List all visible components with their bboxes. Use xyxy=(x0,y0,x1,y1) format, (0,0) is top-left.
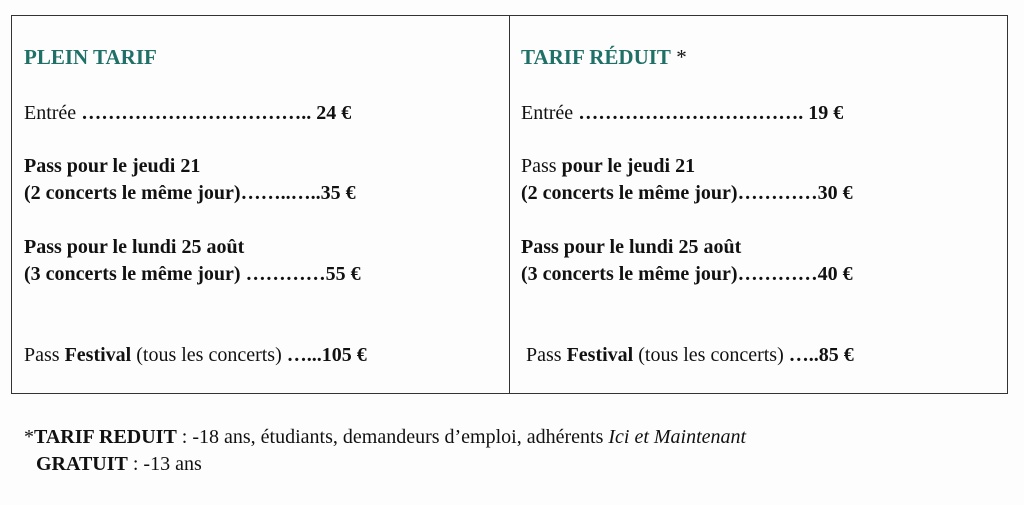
festival-detail: (tous les concerts) xyxy=(131,344,287,366)
plein-tarif-heading: PLEIN TARIF xyxy=(24,45,157,69)
entree-price: ……………………………. 19 € xyxy=(578,102,844,124)
plein-entree-row xyxy=(24,100,351,126)
festival-detail: (tous les concerts) xyxy=(633,344,789,366)
jeudi-title: pour le jeudi 21 xyxy=(561,155,696,177)
tarif-reduit-column xyxy=(510,16,1007,393)
footnote-reduit-text: : -18 ans, étudiants, demandeurs d’emploi, adhérents xyxy=(176,426,609,448)
entree-price: …………………………….. 24 € xyxy=(81,102,352,124)
festival-price: …...105 € xyxy=(286,344,367,366)
footnote-reduit-label: TARIF REDUIT xyxy=(34,426,177,448)
plein-tarif-column xyxy=(12,16,510,393)
reduit-lundi-price: (3 concerts le même jour)…………40 € xyxy=(521,263,853,285)
tarif-reduit-title: TARIF RÉDUIT xyxy=(521,45,671,69)
plein-jeudi-price: (2 concerts le même jour)……..…..35 € xyxy=(24,182,356,204)
plein-lundi-price: (3 concerts le même jour) …………55 € xyxy=(24,263,361,285)
festival-pass: Pass xyxy=(24,344,65,366)
reduit-jeudi-title xyxy=(521,153,695,179)
festival-word: Festival xyxy=(566,344,634,366)
festival-pass: Pass xyxy=(526,344,567,366)
plein-festival-row xyxy=(24,342,367,368)
footnote-reduit-italic: Ici et Maintenant xyxy=(608,426,747,448)
entree-label: Entrée xyxy=(24,102,82,124)
festival-price: …..85 € xyxy=(788,344,854,366)
reduit-jeudi-price: (2 concerts le même jour)…………30 € xyxy=(521,182,853,204)
festival-word: Festival xyxy=(64,344,132,366)
entree-label: Entrée xyxy=(521,102,579,124)
footnote-reduit xyxy=(24,424,746,451)
footnote xyxy=(24,424,746,478)
footnote-gratuit-text: : -13 ans xyxy=(127,453,202,475)
footnote-star: * xyxy=(24,426,34,448)
asterisk: * xyxy=(670,45,687,69)
tarif-reduit-heading xyxy=(521,45,687,70)
footnote-gratuit xyxy=(24,451,746,478)
plein-jeudi-title: Pass pour le jeudi 21 xyxy=(24,155,201,177)
footnote-gratuit-label: GRATUIT xyxy=(36,453,128,475)
plein-lundi-title: Pass pour le lundi 25 août xyxy=(24,236,245,258)
price-table xyxy=(11,15,1008,394)
reduit-entree-row xyxy=(521,100,843,126)
reduit-lundi-title: Pass pour le lundi 25 août xyxy=(521,236,742,258)
reduit-festival-row xyxy=(526,342,854,368)
jeudi-pass: Pass xyxy=(521,155,562,177)
